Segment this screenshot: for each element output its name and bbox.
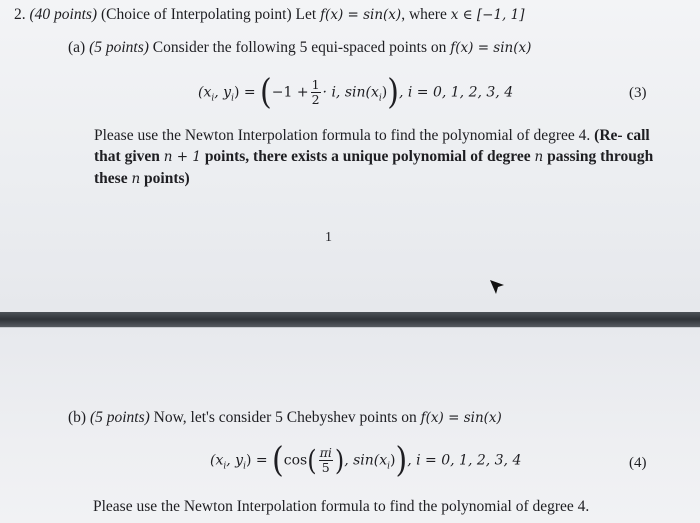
recall-note-6: passing (547, 148, 597, 165)
part-a-heading (68, 38, 531, 58)
recall-note-5: n (534, 149, 544, 165)
part-a-instruction-text: Please use the Newton Interpolation formula to find the polynomial of degree 4. (94, 127, 591, 144)
eq3-lhs: (x (198, 84, 212, 101)
part-a-intro: Consider the following 5 equi-spaced points on (152, 39, 447, 56)
eq4-cos: cos (283, 452, 308, 469)
recall-note-7: through these (94, 148, 654, 187)
eq3-inner-a: −1 + (271, 84, 309, 101)
recall-note-9: points) (144, 170, 190, 187)
problem-heading (14, 5, 525, 25)
eq3-index: , i = 0, 1, 2, 3, 4 (398, 84, 514, 101)
part-b-intro: Now, let's consider 5 Chebyshev points on (153, 409, 417, 426)
equation-3: ($x_i$, $y_i) = (-1$ + $\frac{1}{2}$ · i, $\sin(x_i)$), i = 0, 1, 2, 3, 4 (198, 72, 514, 113)
mouse-cursor-icon (489, 279, 505, 300)
part-b-function: f(x) = sin(x) (420, 410, 502, 426)
problem-points: (40 points) (29, 6, 98, 23)
problem-function: f(x) = sin(x) (320, 7, 402, 23)
problem-domain: x ∈ [−1, 1] (450, 7, 525, 23)
part-b-heading (68, 408, 502, 428)
part-a-points: (5 points) (89, 39, 149, 56)
eq3-number: (3) (629, 85, 647, 101)
part-a-label: (a) (68, 39, 86, 56)
eq4-fraction (319, 446, 333, 475)
recall-note-3: n + 1 (163, 149, 201, 165)
eq3-frac-num: 1 (311, 77, 320, 92)
page-number: 1 (325, 230, 332, 245)
eq4-frac-num: πi (319, 445, 332, 460)
part-b-label: (b) (68, 409, 87, 426)
problem-where: , where (401, 6, 447, 23)
eq3-inner-b: · i, sin(x (322, 84, 379, 101)
recall-note-1: (Re- (594, 127, 623, 144)
part-b-instruction: Please use the Newton Interpolation formula to find the polynomial of degree 4. (93, 498, 590, 515)
page-separator (0, 312, 700, 328)
eq3-frac-den: 2 (311, 92, 320, 107)
part-b-points: (5 points) (89, 409, 150, 426)
recall-note-4: points, there exists a unique polynomial of degree (204, 148, 531, 165)
recall-note-8: n (131, 171, 141, 187)
recall-note-2: call that given (94, 127, 650, 165)
problem-title: (Choice of Interpolating point) Let (100, 6, 317, 23)
eq4-frac-den: 5 (321, 460, 330, 475)
problem-number: 2. (14, 6, 26, 23)
eq4-index: , i = 0, 1, 2, 3, 4 (407, 452, 522, 469)
eq4-inner-b: , sin(x (344, 452, 388, 469)
part-a-instruction (94, 125, 660, 190)
part-a-function: f(x) = sin(x) (450, 40, 532, 56)
eq4-number: (4) (629, 455, 647, 471)
eq3-fraction (311, 78, 321, 107)
equation-4: ($x_i$, $y_i) = (\cos$( $\frac{\pi i}{5}$ ), $\sin(x_i)$), i = 0, 1, 2, 3, 4 (210, 440, 522, 481)
